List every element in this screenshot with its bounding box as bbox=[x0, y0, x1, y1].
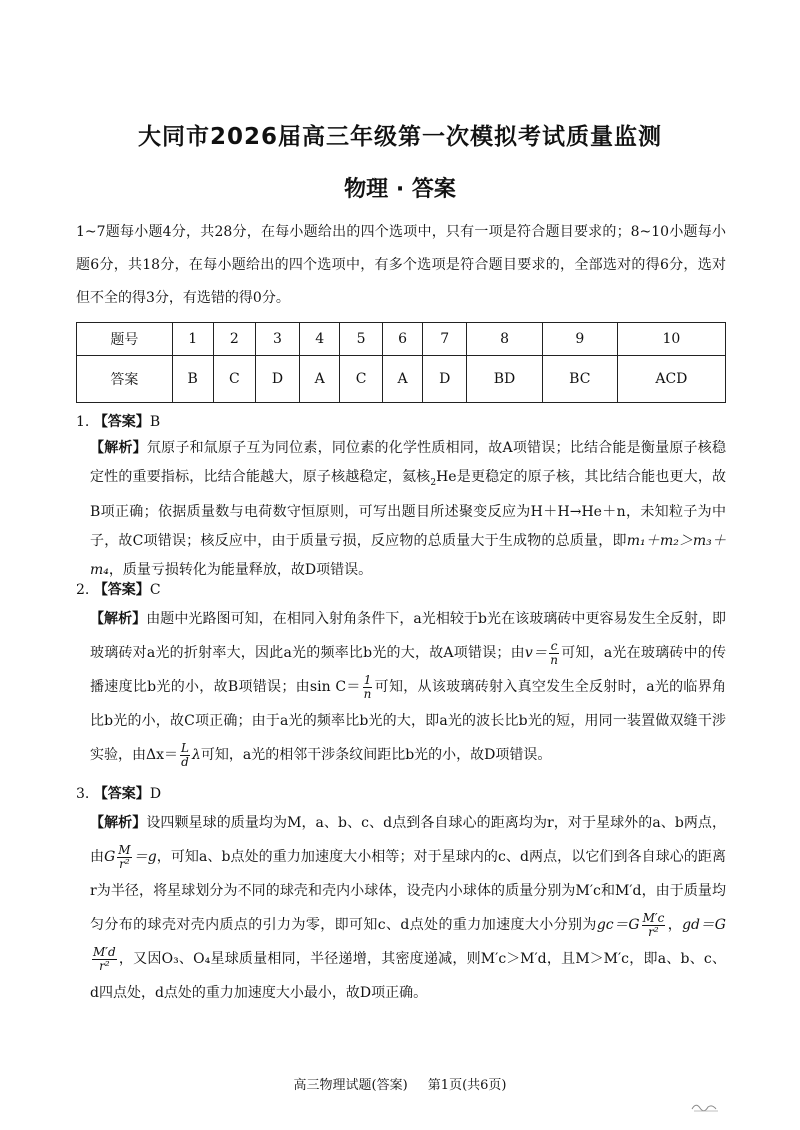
fraction: $\frac{L}{d}$ bbox=[181, 740, 189, 769]
mass-inequality: m₁＋m₂＞m₃＋m₄ bbox=[90, 532, 726, 578]
question-number: 10 bbox=[617, 323, 725, 356]
analysis-segment: 可知，从该玻璃砖射入真空发生全反射时，a光的临界角比b光的小，故C项正确；由于a光的频率比b光的大，即a光的波长比b光的短，用同一装置做双缝干涉实验，由 bbox=[90, 679, 727, 763]
question-2-block bbox=[76, 578, 726, 772]
analysis-segment: 是更稳定的原子核，其比结合能也更大，故B项正确；依据质量数与电荷数守恒原则，可写出题目所述聚变反应为 bbox=[90, 469, 727, 520]
answer-row bbox=[77, 356, 726, 403]
analysis-segment: 由题中光路图可知，在相同入射角条件下，a光相较于b光在该玻璃砖中更容易发生全反射，即玻璃砖对a光的折射率大，因此a光的频率比b光的大，故A项错误；由 bbox=[90, 611, 727, 661]
row-label: 答案 bbox=[77, 356, 173, 403]
analysis-label: 【解析】 bbox=[90, 440, 147, 456]
answer-label: 【答案】 bbox=[93, 786, 150, 802]
answer-cell: C bbox=[213, 356, 255, 403]
analysis-text bbox=[76, 602, 726, 772]
formula-lhs: gd＝G bbox=[682, 917, 726, 933]
question-3-block bbox=[76, 782, 726, 1010]
question-number: 5 bbox=[340, 323, 382, 356]
fusion-equation: H＋H→He＋n bbox=[530, 503, 626, 520]
footer-exam-name: 高三物理试题(答案) bbox=[293, 1078, 408, 1093]
answer-cell: C bbox=[340, 356, 382, 403]
question-number: 9 bbox=[542, 323, 617, 356]
formula-lhs: Δx＝ bbox=[146, 747, 179, 763]
answer-table bbox=[76, 322, 726, 403]
analysis-segment: ，可知a、b点处的重力加速度大小相等；对于星球内的c、d两点，以它们到各自球心的距离r为半径，将星球划分为不同的球壳和壳内小球体，设壳内小球体的质量分别为M′c和M′d，由于质量均匀分布的球壳对壳内质点的引力为零，即可知c、d点处的重力加速度大小分别为 bbox=[90, 849, 727, 933]
formula-lhs: G bbox=[104, 849, 116, 865]
answer-line bbox=[76, 782, 726, 806]
question-number: 8 bbox=[467, 323, 543, 356]
analysis-label: 【解析】 bbox=[90, 815, 147, 831]
question-number: 6 bbox=[382, 323, 423, 356]
fraction: $\frac{M}{\text{r²}}$ bbox=[118, 842, 131, 871]
fraction: $\frac{M'd}{\text{r²}}$ bbox=[93, 944, 116, 973]
analysis-segment: ，未知粒子为中子，故C项错误；核反应中，由于质量亏损，反应物的总质量大于生成物的总质量，即 bbox=[90, 503, 726, 549]
fraction: $\frac{1}{n}$ bbox=[363, 672, 372, 701]
answer-value: C bbox=[149, 582, 161, 598]
analysis-segment: ，又因O₃、O₄星球质量相同，半径递增，其密度递减，则M′c＞M′d，且M＞M′c，即a、b、c、d四点处，d点处的重力加速度大小最小，故D项正确。 bbox=[90, 951, 726, 1001]
analysis-segment: ，质量亏损转化为能量释放，故D项错误。 bbox=[108, 561, 373, 578]
answer-line bbox=[76, 410, 726, 434]
row-label: 题号 bbox=[77, 323, 173, 356]
separator: ， bbox=[667, 917, 683, 933]
question-1-block bbox=[76, 410, 726, 585]
question-number: 3 bbox=[256, 323, 300, 356]
answer-line bbox=[76, 578, 726, 602]
question-number: 1 bbox=[172, 323, 213, 356]
analysis-segment: 可知，a光在玻璃砖中的传播速度比b光的小，故B项错误；由 bbox=[90, 645, 726, 695]
answer-cell: D bbox=[256, 356, 300, 403]
formula-lhs: sin C＝ bbox=[309, 679, 361, 695]
answer-value: D bbox=[149, 786, 162, 802]
question-number: 1. bbox=[76, 414, 90, 430]
question-number: 3. bbox=[76, 786, 90, 802]
answer-label: 【答案】 bbox=[93, 414, 150, 430]
page-subtitle: 物理 · 答案 bbox=[344, 177, 456, 202]
formula-rhs: ＝g bbox=[133, 849, 157, 865]
answer-cell: ACD bbox=[617, 356, 725, 403]
analysis-segment: 可知，a光的相邻干涉条纹间距比b光的小，故D项错误。 bbox=[200, 747, 552, 763]
analysis-segment: 氘原子和氚原子互为同位素，同位素的化学性质相同，故A项错误；比结合能是衡量原子核稳定性的重要指标，比结合能越大，原子核越稳定，氦核 bbox=[90, 440, 727, 485]
analysis-text bbox=[76, 806, 726, 1010]
answer-cell: B bbox=[172, 356, 213, 403]
analysis-text: 【解析】氘原子和氚原子互为同位素，同位素的化学性质相同，故A项错误；比结合能是衡量原子核稳定性的重要指标，比结合能越大，原子核越稳定，氦核$_2$He是更稳定的原子核，其比结合能也更大，故B项正确；依据质量数与电荷数守恒原则，可写出题目所述聚变反应为H＋H→He＋n，未知粒子为中子，故C项错误；核反应中，由于质量亏损，反应物的总质量大于生成物的总质量，即m₁＋m₂＞m₃＋m₄，质量亏损转化为能量释放，故D项错误。 bbox=[90, 440, 727, 578]
question-number: 2 bbox=[213, 323, 255, 356]
formula-lhs: v＝ bbox=[524, 645, 548, 661]
answer-cell: D bbox=[423, 356, 467, 403]
answer-label: 【答案】 bbox=[93, 582, 150, 598]
analysis-label: 【解析】 bbox=[90, 611, 147, 627]
question-number: 7 bbox=[423, 323, 467, 356]
answer-cell: BD bbox=[467, 356, 543, 403]
answer-cell: A bbox=[382, 356, 423, 403]
question-number: 4 bbox=[299, 323, 340, 356]
page-title: 大同市2026届高三年级第一次模拟考试质量监测 bbox=[137, 124, 662, 150]
formula-rhs: λ bbox=[191, 747, 201, 763]
fraction: $\frac{c}{n}$ bbox=[550, 638, 558, 667]
scoring-instructions: 1~7题每小题4分，共28分，在每小题给出的四个选项中，只有一项是符合题目要求的；8~10小题每小题6分，共18分，在每小题给出的四个选项中，有多个选项是符合题目要求的，全部选对的得6分，选对但不全的得3分，有选错的得0分。 bbox=[76, 224, 726, 306]
question-number: 2. bbox=[76, 582, 90, 598]
analysis-segment: 设四颗星球的质量均为M，a、b、c、d点到各自球心的距离均为r，对于星球外的a、b两点，由 bbox=[90, 815, 727, 865]
question-number-row bbox=[77, 323, 726, 356]
answer-cell: A bbox=[299, 356, 340, 403]
page-footer bbox=[0, 1074, 800, 1093]
helium-symbol: He bbox=[436, 469, 457, 485]
footer-page-number: 第1页(共6页) bbox=[427, 1078, 507, 1093]
scan-watermark-icon bbox=[690, 1100, 722, 1112]
fraction: $\frac{M'c}{\text{r²}}$ bbox=[642, 910, 665, 939]
answer-cell: BC bbox=[542, 356, 617, 403]
answer-value: B bbox=[149, 414, 161, 430]
formula-lhs: gc＝G bbox=[596, 917, 640, 933]
